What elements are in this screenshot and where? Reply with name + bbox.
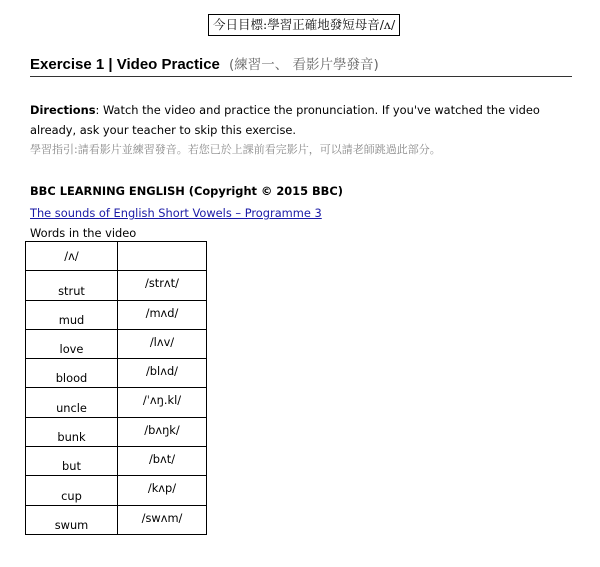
directions-label: Directions: [30, 103, 96, 117]
directions-text: : Watch the video and practice the pronunciation. If you've watched the video already, ask your teacher to skip this exercise.: [30, 103, 540, 137]
table-cell-ipa: /blʌd/: [118, 359, 207, 388]
table-cell-word: swum: [26, 505, 118, 534]
table-cell-ipa: /mʌd/: [118, 300, 207, 329]
table-cell-word: but: [26, 447, 118, 476]
table-cell-word: cup: [26, 476, 118, 505]
table-cell-ipa: /lʌv/: [118, 329, 207, 358]
learning-goal: 今日目標:學習正確地發短母音/ʌ/: [208, 14, 400, 36]
table-row: [26, 388, 207, 417]
table-cell-ipa: /swʌm/: [118, 505, 207, 534]
table-cell-word: strut: [26, 271, 118, 300]
table-cell-word: love: [26, 329, 118, 358]
copyright-notice: BBC LEARNING ENGLISH (Copyright © 2015 BBC): [30, 184, 343, 198]
table-row: [26, 447, 207, 476]
table-row: [26, 300, 207, 329]
table-cell-word: uncle: [26, 388, 118, 417]
exercise-title-zh: (練習一、 看影片學發音): [228, 57, 379, 73]
table-cell-ipa: [118, 242, 207, 271]
exercise-header: [30, 54, 572, 77]
table-cell-ipa: /strʌt/: [118, 271, 207, 300]
table-cell-ipa: /kʌp/: [118, 476, 207, 505]
words-caption: Words in the video: [30, 226, 137, 240]
table-row: [26, 476, 207, 505]
table-cell-ipa: /bʌt/: [118, 447, 207, 476]
table-row: [26, 505, 207, 534]
exercise-title: Exercise 1 | Video Practice: [30, 56, 220, 73]
table-cell-ipa: /ˈʌŋ.kl/: [118, 388, 207, 417]
directions: [30, 100, 575, 140]
table-cell-word: mud: [26, 300, 118, 329]
table-cell-ipa: /bʌŋk/: [118, 417, 207, 446]
table-header-row: [26, 242, 207, 271]
words-table: [25, 241, 207, 535]
video-link[interactable]: The sounds of English Short Vowels – Programme 3: [30, 206, 322, 220]
directions-zh: 學習指引:請看影片並練習發音。若您已於上課前看完影片，可以請老師跳過此部分。: [30, 143, 441, 156]
table-cell-word: blood: [26, 359, 118, 388]
table-cell-word: bunk: [26, 417, 118, 446]
table-row: [26, 329, 207, 358]
table-cell-word: /ʌ/: [26, 242, 118, 271]
table-row: [26, 271, 207, 300]
table-row: [26, 359, 207, 388]
table-row: [26, 417, 207, 446]
